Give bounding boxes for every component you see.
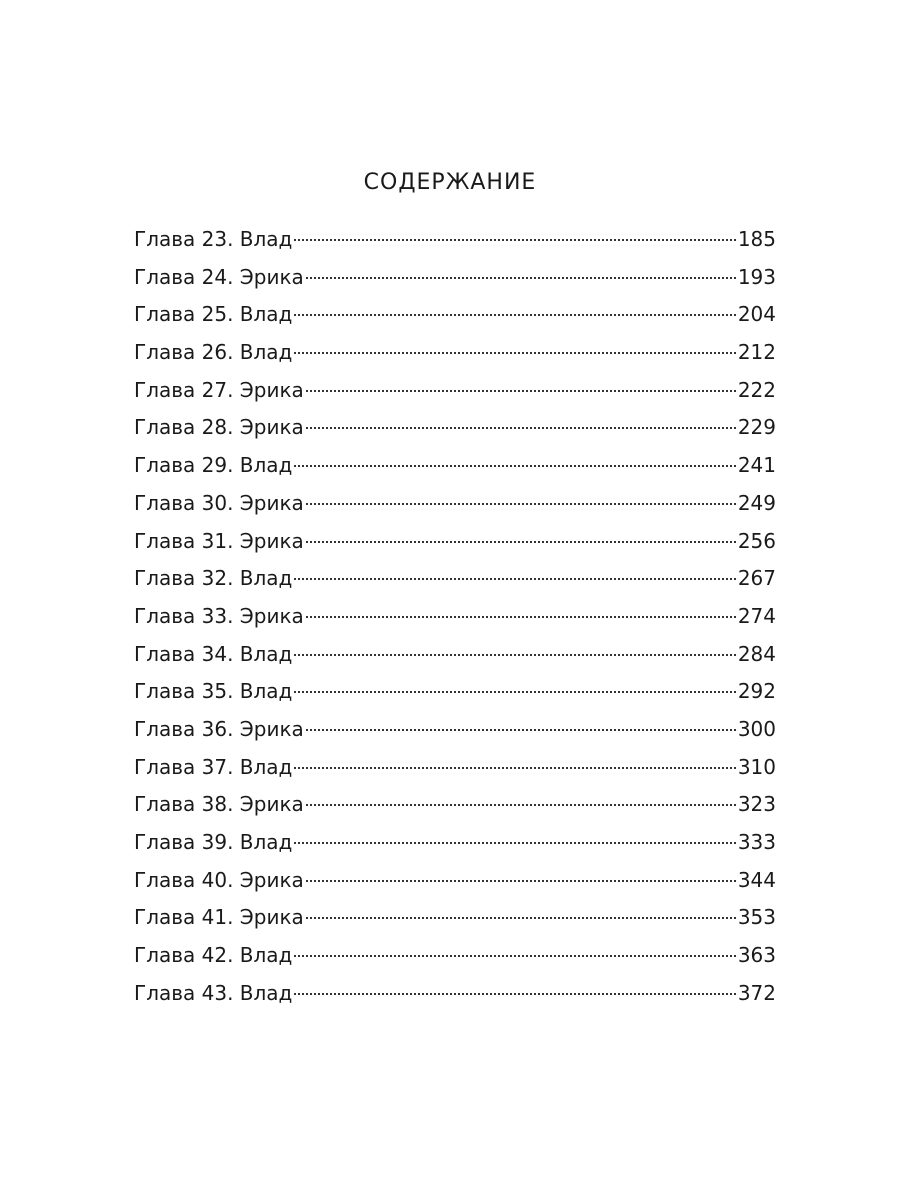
- toc-dot-leader: [306, 804, 736, 806]
- toc-entry-page: 363: [737, 943, 776, 968]
- toc-entry-page: 256: [737, 528, 776, 553]
- toc-entry: [134, 485, 776, 523]
- toc-dot-leader: [294, 314, 735, 316]
- toc-entry-label: Глава 37. Влад: [134, 754, 293, 779]
- toc-entry-page: 267: [737, 566, 776, 591]
- toc-entry-label: Глава 28. Эрика: [134, 415, 304, 440]
- toc-entry: [134, 636, 776, 674]
- toc-entry-page: 241: [737, 453, 776, 478]
- toc-entry-label: Глава 30. Эрика: [134, 490, 304, 515]
- toc-dot-leader: [306, 427, 736, 429]
- toc-entry-page: 310: [737, 754, 776, 779]
- toc-entry: [134, 334, 776, 372]
- toc-entry-label: Глава 32. Влад: [134, 566, 293, 591]
- toc-entry-page: 323: [737, 792, 776, 817]
- toc-entry-label: Глава 25. Влад: [134, 302, 293, 327]
- toc-dot-leader: [306, 880, 736, 882]
- toc-entry-page: 372: [737, 980, 776, 1005]
- toc-entry-page: 229: [737, 415, 776, 440]
- toc-entry-label: Глава 43. Влад: [134, 980, 293, 1005]
- toc-entry-page: 185: [737, 227, 776, 251]
- toc-entry: [134, 711, 776, 749]
- toc-dot-leader: [306, 917, 736, 919]
- toc-entry: [134, 975, 776, 1013]
- toc-entry: [134, 749, 776, 787]
- toc-entry-label: Глава 40. Эрика: [134, 867, 304, 892]
- toc-entry-page: 274: [737, 603, 776, 628]
- toc-entry: [134, 862, 776, 900]
- toc-entry-label: Глава 36. Эрика: [134, 716, 304, 741]
- toc-dot-leader: [306, 541, 736, 543]
- toc-entry: [134, 937, 776, 975]
- toc-entry: [134, 409, 776, 447]
- toc-entry-label: Глава 31. Эрика: [134, 528, 304, 553]
- toc-entry-label: Глава 27. Эрика: [134, 377, 304, 402]
- toc-dot-leader: [294, 654, 735, 656]
- toc-entry-label: Глава 23. Влад: [134, 227, 293, 251]
- toc-dot-leader: [294, 465, 735, 467]
- toc-dot-leader: [294, 767, 735, 769]
- toc-entry-label: Глава 26. Влад: [134, 340, 293, 365]
- toc-entry-page: 212: [737, 340, 776, 365]
- toc-entry: [134, 221, 776, 259]
- toc-entry-label: Глава 38. Эрика: [134, 792, 304, 817]
- toc-entry: [134, 560, 776, 598]
- toc-entry: [134, 372, 776, 410]
- toc-entry-label: Глава 35. Влад: [134, 679, 293, 704]
- toc-entry-label: Глава 41. Эрика: [134, 905, 304, 930]
- toc-dot-leader: [294, 842, 735, 844]
- toc-entry-page: 333: [737, 830, 776, 854]
- toc-dot-leader: [294, 352, 735, 354]
- toc-entry-page: 249: [737, 490, 776, 515]
- toc-entry-label: Глава 34. Влад: [134, 641, 293, 666]
- toc-entry-page: 344: [737, 867, 776, 892]
- toc-dot-leader: [306, 390, 736, 392]
- toc-entry-page: 222: [737, 377, 776, 402]
- toc-dot-leader: [306, 503, 736, 505]
- toc-entry-label: Глава 29. Влад: [134, 453, 293, 478]
- toc-dot-leader: [306, 729, 736, 731]
- toc-entry-page: 193: [737, 264, 776, 289]
- toc-entry-label: Глава 33. Эрика: [134, 603, 304, 628]
- toc-entry-page: 300: [737, 716, 776, 741]
- toc-dot-leader: [306, 277, 736, 279]
- toc-entry-page: 204: [737, 302, 776, 327]
- toc-entry: [134, 899, 776, 937]
- toc-dot-leader: [294, 993, 735, 995]
- toc-dot-leader: [306, 616, 736, 618]
- toc-entry: [134, 598, 776, 636]
- toc-entry-page: 292: [737, 679, 776, 704]
- toc-title: СОДЕРЖАНИЕ: [363, 170, 537, 195]
- toc-entry: [134, 824, 776, 862]
- toc-entry-label: Глава 39. Влад: [134, 830, 293, 854]
- toc-entry: [134, 523, 776, 561]
- toc-entry: [134, 259, 776, 297]
- toc-dot-leader: [294, 239, 735, 241]
- toc-entry: [134, 673, 776, 711]
- toc-entry: [134, 786, 776, 824]
- toc-entry: [134, 296, 776, 334]
- toc-entry: [134, 447, 776, 485]
- toc-entry-page: 353: [737, 905, 776, 930]
- toc-dot-leader: [294, 955, 735, 957]
- toc-list: [134, 221, 776, 1012]
- toc-entry-label: Глава 24. Эрика: [134, 264, 304, 289]
- toc-dot-leader: [294, 578, 735, 580]
- toc-entry-label: Глава 42. Влад: [134, 943, 293, 968]
- toc-entry-page: 284: [737, 641, 776, 666]
- toc-dot-leader: [294, 691, 735, 693]
